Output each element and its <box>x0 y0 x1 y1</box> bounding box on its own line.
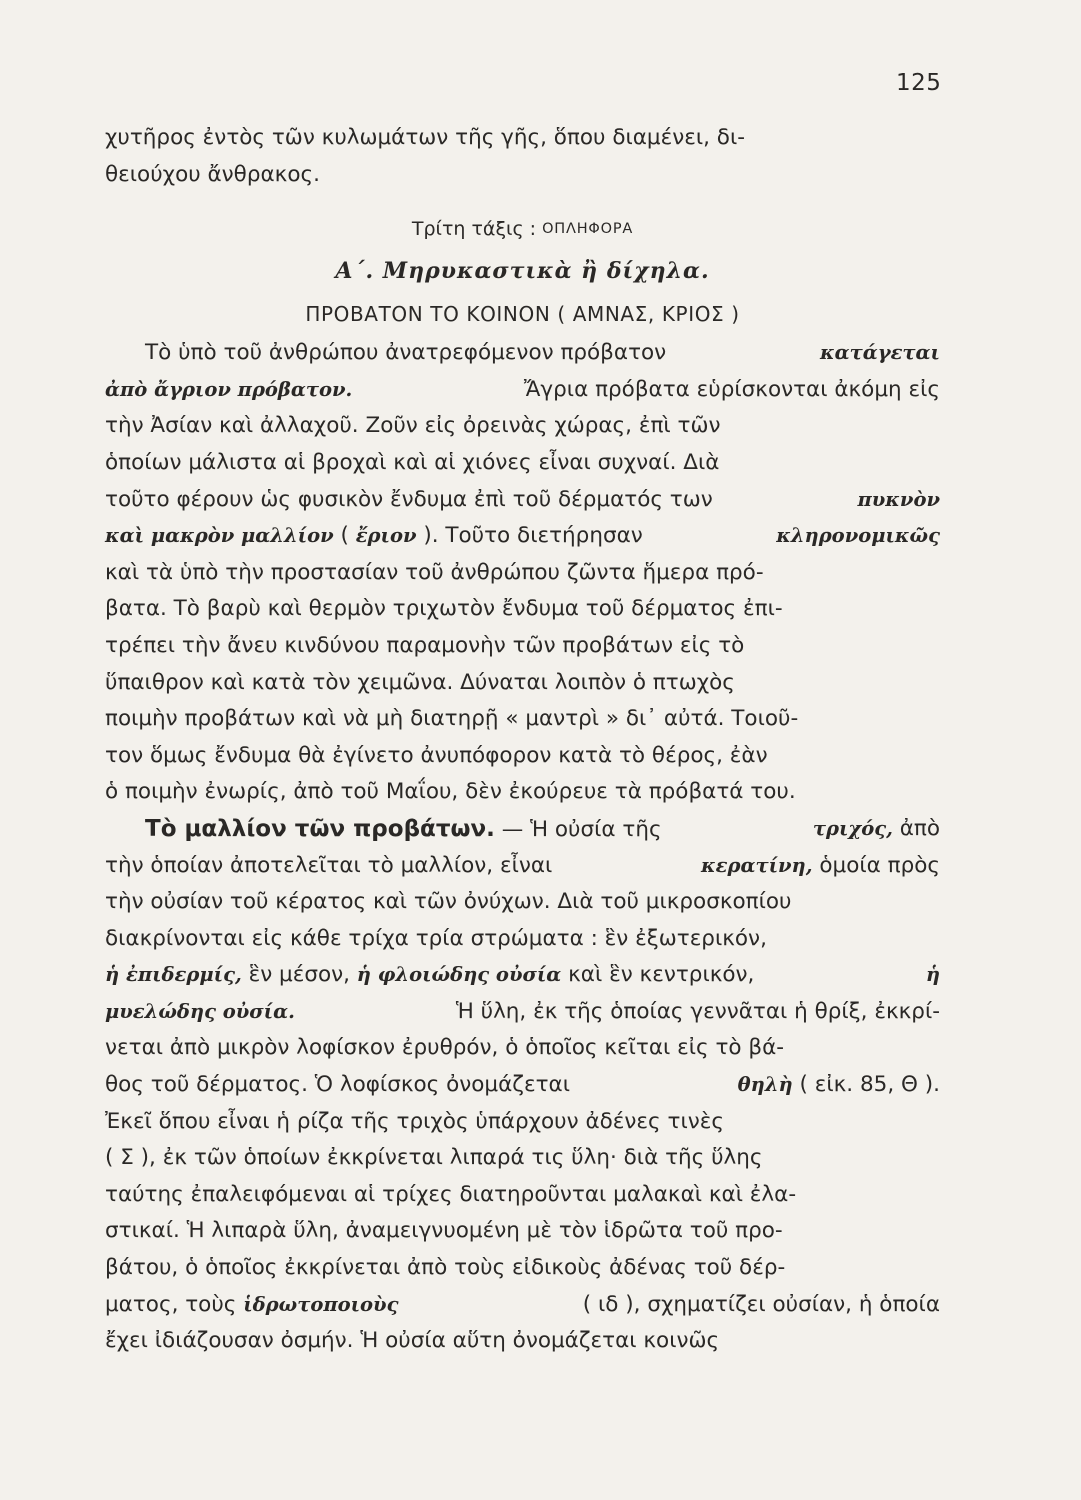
emphasis: ἔριον <box>355 524 417 548</box>
emphasis: πυκνὸν <box>857 487 940 511</box>
emphasis: τριχός, <box>812 816 893 840</box>
text-line: ἔχει ἰδιάζουσαν ὀσμήν. Ἡ οὐσία αὕτη ὀνομάζεται κοινῶς <box>105 1328 720 1354</box>
line-text: ( <box>333 523 356 549</box>
text-line: βάτου, ὁ ὁποῖος ἐκκρίνεται ἀπὸ τοὺς εἰδικοὺς ἀδένας τοῦ δέρ- <box>105 1255 786 1281</box>
text-line <box>105 811 940 848</box>
text-line: θειούχου ἄνθρακος. <box>105 161 320 187</box>
subclass-heading: Α΄. Μηρυκαστικὰ ἢ δίχηλα. <box>335 258 710 285</box>
text-line <box>105 335 940 372</box>
text-line <box>105 1287 940 1324</box>
text-line <box>105 994 940 1031</box>
text-line: ὕπαιθρον καὶ κατὰ τὸν χειμῶνα. Δύναται λοιπὸν ὁ πτωχὸς <box>105 669 735 695</box>
line-text: ἓν μέσον, <box>241 962 357 988</box>
emphasis: θηλὴ <box>737 1073 793 1097</box>
section-title: Τὸ μαλλίον τῶν προβάτων. <box>145 815 495 842</box>
text-line: χυτῆρος ἐντὸς τῶν κυλωμάτων τῆς γῆς, ὅπου διαμένει, δι- <box>105 125 745 150</box>
text-line <box>105 1067 940 1104</box>
emphasis: κληρονομικῶς <box>776 524 940 548</box>
text-line: τὴν Ἀσίαν καὶ ἀλλαχοῦ. Ζοῦν εἰς ὀρεινὰς χώρας, ἐπὶ τῶν <box>105 413 721 439</box>
emphasis: κατάγεται <box>819 341 940 365</box>
text-line: καὶ τὰ ὑπὸ τὴν προστασίαν τοῦ ἀνθρώπου ζῶντα ἥμερα πρό- <box>105 559 764 585</box>
line-text: τὴν ὁποίαν ἀποτελεῖται τὸ μαλλίον, εἶναι <box>105 852 553 878</box>
line-text: θος τοῦ δέρματος. Ὁ λοφίσκος ὀνομάζεται <box>105 1072 570 1098</box>
text-line: διακρίνονται εἰς κάθε τρίχα τρία στρώματα : ἓν ἐξωτερικόν, <box>105 925 767 951</box>
class-heading <box>105 209 940 249</box>
text-line <box>105 482 940 519</box>
emphasis: κερατίνη, <box>701 853 813 877</box>
text-line <box>105 372 940 409</box>
text-line: Ἐκεῖ ὅπου εἶναι ἡ ρίζα τῆς τριχὸς ὑπάρχουν ἀδένες τινὲς <box>105 1108 724 1134</box>
text-line: στικαί. Ἡ λιπαρὰ ὕλη, ἀναμειγνυομένη μὲ τὸν ἱδρῶτα τοῦ προ- <box>105 1218 783 1244</box>
emphasis: μυελώδης οὐσία. <box>105 999 295 1023</box>
text-line <box>105 957 940 994</box>
line-text: ( εἰκ. 85, Θ ). <box>792 1072 940 1098</box>
species-heading: ΠΡΟΒΑΤΟΝ ΤΟ ΚΟΙΝΟΝ ( ΑΜΝΑΣ, ΚΡΙΟΣ ) <box>305 302 740 327</box>
text-line: ὁ ποιμὴν ἐνωρίς, ἀπὸ τοῦ Μαΐου, δὲν ἐκούρευε τὰ πρόβατά του. <box>105 779 796 805</box>
text-line <box>105 518 940 555</box>
line-text: Ἡ ὕλη, ἐκ τῆς ὁποίας γεννᾶται ἡ θρίξ, ἐκκρί- <box>455 998 940 1024</box>
emphasis: ἡ ἐπιδερμίς, <box>105 963 242 987</box>
text-line: βατα. Τὸ βαρὺ καὶ θερμὸν τριχωτὸν ἔνδυμα τοῦ δέρματος ἐπι- <box>105 596 783 622</box>
line-text: ( ιδ ), σχηματίζει οὐσίαν, ἡ ὁποία <box>582 1291 940 1317</box>
line-text: ). Τοῦτο διετήρησαν <box>416 523 643 549</box>
text-line: τρέπει τὴν ἄνευ κινδύνου παραμονὴν τῶν προβάτων εἰς τὸ <box>105 632 745 658</box>
emphasis: καὶ μακρὸν μαλλίον <box>105 524 334 548</box>
line-text: ὁμοία πρὸς <box>812 852 940 878</box>
line-text: ματος, τοὺς <box>105 1291 244 1317</box>
text-line: ταύτης ἐπαλειφόμεναι αἱ τρίχες διατηροῦνται μαλακαὶ καὶ ἐλα- <box>105 1181 797 1207</box>
text-line: ( Σ ), ἐκ τῶν ὁποίων ἐκκρίνεται λιπαρά τις ὕλη· διὰ τῆς ὕλης <box>105 1145 763 1171</box>
class-label: Τρίτη τάξις : <box>411 218 537 241</box>
text-line: ποιμὴν προβάτων καὶ νὰ μὴ διατηρῇ « μαντρὶ » δι᾽ αὐτά. Τοιοῦ- <box>105 706 799 732</box>
page-number: 125 <box>896 70 942 96</box>
page-text <box>105 120 940 1360</box>
class-name: ΟΠΛΗΦΟΡΑ <box>542 221 634 238</box>
line-text: ἀπὸ <box>892 815 940 841</box>
line-text: Ἄγρια πρόβατα εὑρίσκονται ἀκόμη εἰς <box>523 376 940 402</box>
line-text: Τὸ ὑπὸ τοῦ ἀνθρώπου ἀνατρεφόμενον πρόβατον <box>145 340 667 366</box>
emphasis: ἀπὸ ἄγριον πρόβατον. <box>105 377 353 401</box>
emphasis: ἱδρωτοποιοὺς <box>243 1292 399 1316</box>
line-text: τοῦτο φέρουν ὡς φυσικὸν ἔνδυμα ἐπὶ τοῦ δέρματός των <box>105 486 713 512</box>
emphasis: ἡ φλοιώδης οὐσία <box>356 963 562 987</box>
line-text: καὶ ἓν κεντρικόν, <box>561 962 755 988</box>
line-text: — Ἡ οὐσία τῆς <box>494 816 662 842</box>
text-line <box>105 848 940 885</box>
text-line: ὁποίων μάλιστα αἱ βροχαὶ καὶ αἱ χιόνες εἶναι συχναί. Διὰ <box>105 449 720 475</box>
emphasis: ἡ <box>925 963 940 987</box>
text-line: τὴν οὐσίαν τοῦ κέρατος καὶ τῶν ὀνύχων. Διὰ τοῦ μικροσκοπίου <box>105 889 792 915</box>
text-line: νεται ἀπὸ μικρὸν λοφίσκον ἐρυθρόν, ὁ ὁποῖος κεῖται εἰς τὸ βά- <box>105 1035 785 1061</box>
text-line: τον ὅμως ἔνδυμα θὰ ἐγίνετο ἀνυπόφορον κατὰ τὸ θέρος, ἐὰν <box>105 742 768 768</box>
